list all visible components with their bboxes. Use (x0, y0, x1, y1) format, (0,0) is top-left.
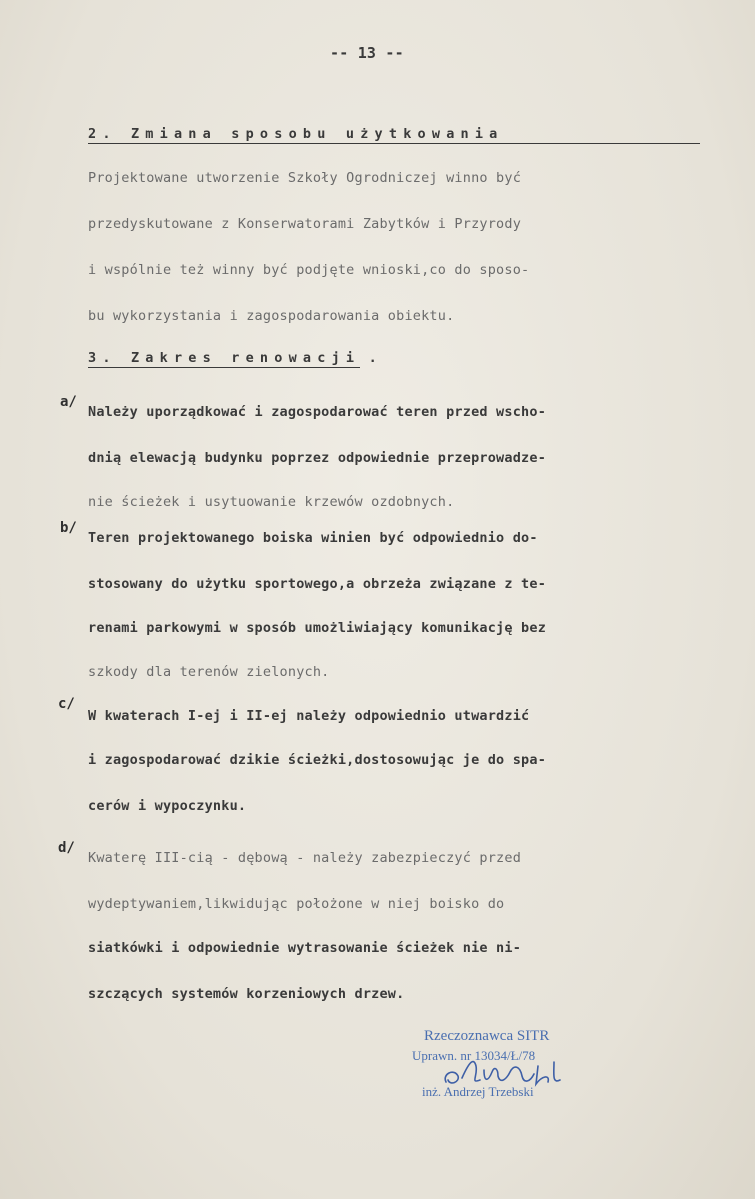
text-line: dnią elewacją budynku poprzez odpowiednie przeprowadze- (88, 450, 547, 466)
page-number: -- 13 -- (330, 44, 404, 62)
text-line: cerów i wypoczynku. (88, 798, 247, 814)
item-marker-c: c/ (58, 696, 75, 712)
item-marker-a: a/ (60, 394, 77, 410)
text-line: bu wykorzystania i zagospodarowania obiektu. (88, 308, 455, 324)
stamp-name: inż. Andrzej Trzebski (422, 1084, 534, 1099)
text-line: Kwaterę III-cią - dębową - należy zabezpieczyć przed (88, 850, 522, 866)
text-line: stosowany do użytku sportowego,a obrzeża związane z te- (88, 576, 547, 592)
text-line: szczących systemów korzeniowych drzew. (88, 986, 405, 1002)
stamp-title: Rzeczoznawca SITR (424, 1028, 550, 1044)
text-line: Teren projektowanego boiska winien być odpowiednio do- (88, 530, 538, 546)
section-heading-2-text: 2. Zmiana sposobu użytkowania (88, 126, 504, 142)
item-marker-d: d/ (58, 840, 75, 856)
text-line: Należy uporządkować i zagospodarować teren przed wscho- (88, 404, 547, 420)
section-heading-3-suffix: . (368, 350, 377, 366)
official-stamp (412, 1028, 612, 1108)
text-line: i wspólnie też winny być podjęte wnioski,co do sposo- (88, 262, 530, 278)
text-line: szkody dla terenów zielonych. (88, 664, 330, 680)
text-line: renami parkowymi w sposób umożliwiający komunikację bez (88, 620, 547, 636)
section-heading-2 (88, 126, 700, 144)
text-line: siatkówki i odpowiednie wytrasowanie ścieżek nie ni- (88, 940, 522, 956)
section-heading-3 (88, 350, 377, 366)
item-marker-b: b/ (60, 520, 77, 536)
text-line: W kwaterach I-ej i II-ej należy odpowiednio utwardzić (88, 708, 530, 724)
text-line: nie ścieżek i usytuowanie krzewów ozdobnych. (88, 494, 455, 510)
text-line: wydeptywaniem,likwidując położone w niej boisko do (88, 896, 505, 912)
stamp-license: Uprawn. nr 13034/Ł/78 (412, 1048, 536, 1063)
text-line: i zagospodarować dzikie ścieżki,dostosowując je do spa- (88, 752, 547, 768)
section-heading-3-text: 3. Zakres renowacji (88, 350, 361, 366)
text-line: Projektowane utworzenie Szkoły Ogrodniczej winno być (88, 170, 522, 186)
text-line: przedyskutowane z Konserwatorami Zabytków i Przyrody (88, 216, 522, 232)
